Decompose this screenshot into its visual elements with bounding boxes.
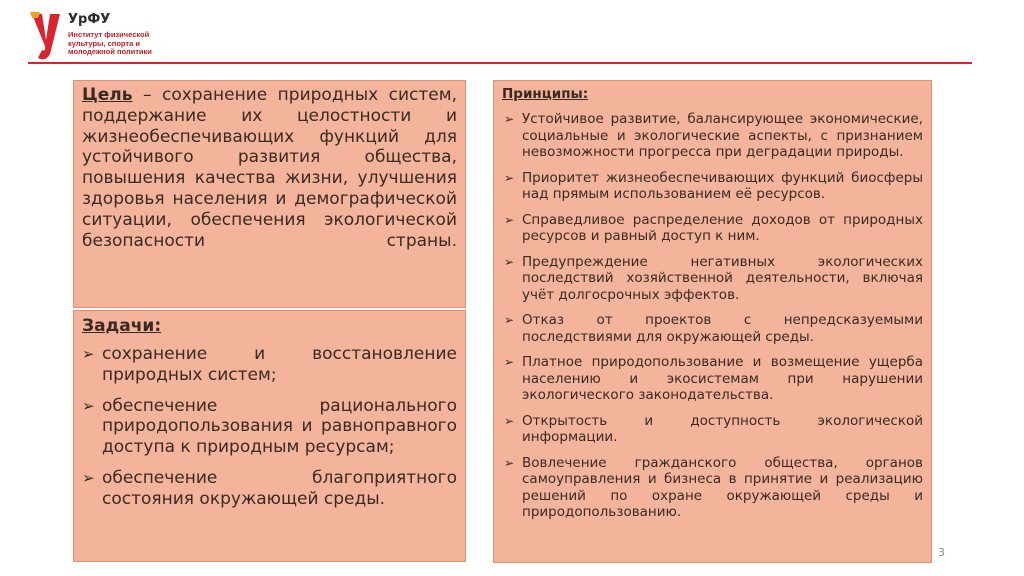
list-item — [502, 455, 923, 521]
list-item — [502, 413, 923, 446]
list-item — [502, 254, 923, 304]
urfu-logo — [28, 10, 178, 66]
bullet-arrow-icon: ➢ — [82, 396, 95, 415]
bullet-arrow-icon: ➢ — [504, 413, 515, 428]
task-text: обеспечение благоприятного состояния окружающей среды. — [102, 467, 457, 509]
list-item — [502, 111, 923, 161]
principle-text: Вовлечение гражданского общества, органов самоуправления и бизнеса в принятие и реализацию решений по охране окружающей среды и природопользованию. — [522, 454, 923, 520]
principle-text: Платное природопользование и возмещение ущерба населению и экосистемам при нарушении экологического законодательства. — [522, 354, 923, 403]
tasks-box — [73, 310, 466, 562]
principles-box — [493, 80, 932, 563]
goal-text: – сохранение природных систем, поддержание их целостности и жизнеобеспечивающих функций для устойчивого развития общества, повышения качества жизни, улучшения здоровья населения и демографической ситуации, обеспечения экологической безопасности страны. — [82, 85, 457, 251]
principle-text: Приоритет жизнеобеспечивающих функций биосферы над прямым использованием её ресурсов. — [522, 169, 923, 202]
tasks-title: Задачи: — [82, 316, 162, 336]
list-item — [502, 212, 923, 245]
brand-name: УрФУ — [68, 12, 111, 27]
bullet-arrow-icon: ➢ — [504, 112, 515, 126]
principle-text: Предупреждение негативных экологических последствий хозяйственной деятельности, включая учёт долгосрочных эффектов. — [522, 253, 923, 303]
principle-text: Отказ от проектов с непредсказуемыми последствиями для окружающей среды. — [522, 312, 923, 345]
goal-label: Цель — [82, 85, 133, 105]
goal-box — [73, 80, 466, 308]
principles-title: Принципы: — [502, 86, 589, 102]
page-number: 3 — [938, 546, 945, 559]
urfu-emblem-icon — [28, 10, 64, 62]
bullet-arrow-icon: ➢ — [504, 455, 515, 470]
list-item — [82, 344, 457, 386]
bullet-arrow-icon: ➢ — [82, 468, 95, 487]
bullet-arrow-icon: ➢ — [82, 345, 95, 363]
principle-text: Устойчивое развитие, балансирующее экономические, социальные и экологические аспекты, с признанием невозможности прогресса при деградации природы. — [522, 111, 923, 160]
list-item — [82, 468, 457, 510]
goal-paragraph — [82, 85, 457, 251]
bullet-arrow-icon: ➢ — [504, 254, 515, 269]
bullet-arrow-icon: ➢ — [504, 355, 515, 369]
list-item — [502, 170, 923, 203]
principle-text: Открытость и доступность экологической информации. — [522, 412, 923, 445]
bullet-arrow-icon: ➢ — [504, 313, 515, 327]
bullet-arrow-icon: ➢ — [504, 212, 515, 227]
list-item — [82, 396, 457, 458]
list-item — [502, 354, 923, 404]
task-text: сохранение и восстановление природных систем; — [102, 344, 457, 385]
principle-text: Справедливое распределение доходов от природных ресурсов и равный доступ к ним. — [522, 211, 923, 244]
institute-name: Институт физической культуры, спорта и молодежной политики — [68, 30, 152, 56]
bullet-arrow-icon: ➢ — [504, 170, 515, 185]
list-item — [502, 312, 923, 345]
task-text: обеспечение рационального природопользования и равноправного доступа к природным ресурсам; — [102, 395, 457, 458]
header-divider — [28, 62, 972, 64]
